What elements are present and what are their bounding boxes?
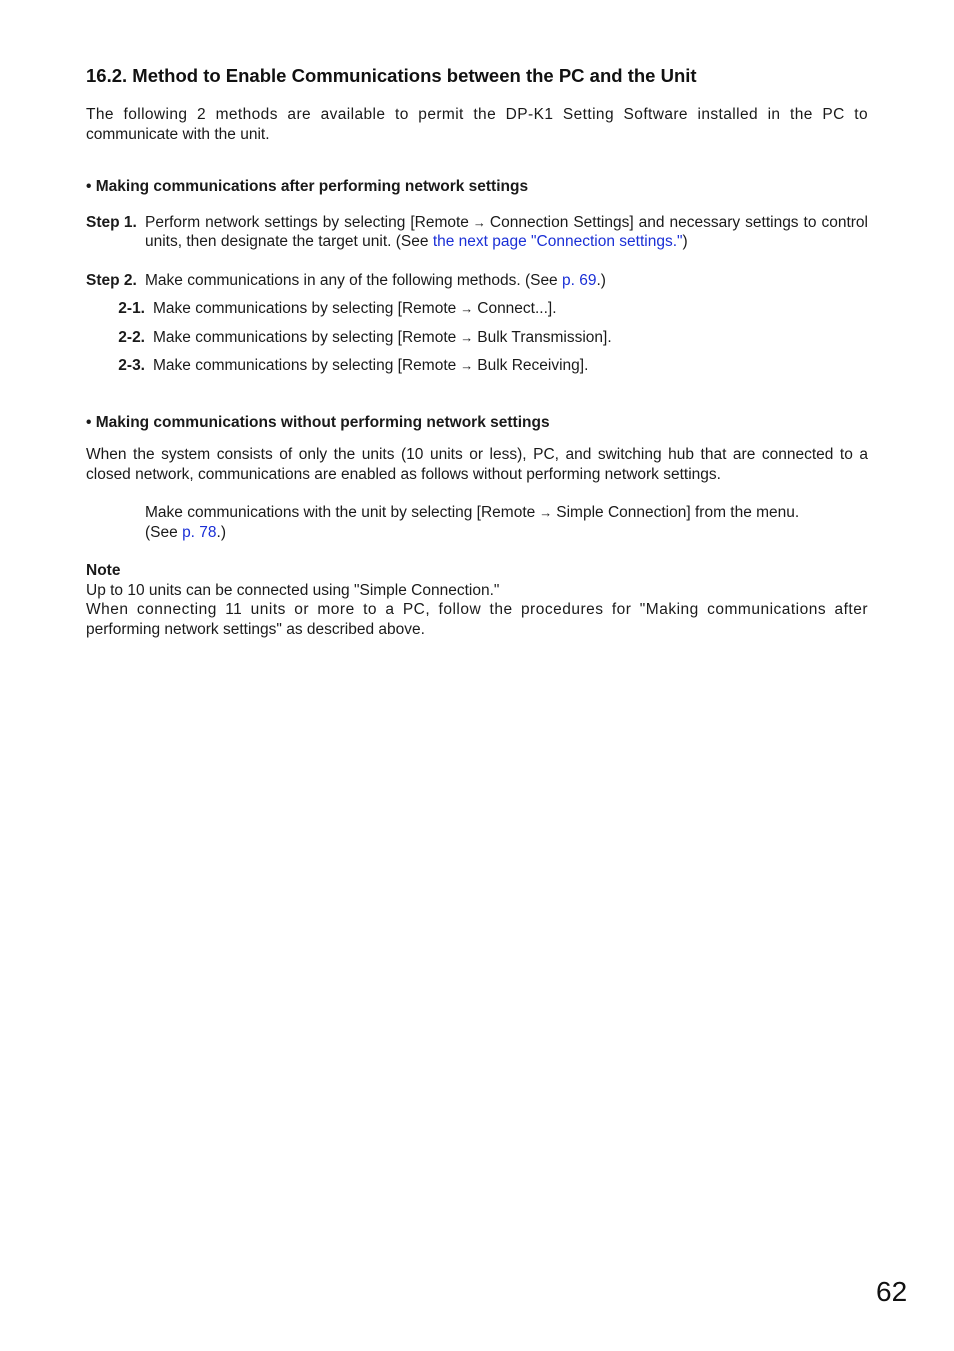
substep-text-a: Make communications by selecting [Remote	[153, 300, 457, 317]
substep-text-b: Bulk Transmission].	[477, 328, 612, 346]
step-2-text-a: Make communications in any of the following methods. (See	[145, 271, 562, 289]
substep-label: 2-1.	[118, 300, 145, 317]
simple-connection-instruction	[145, 503, 868, 542]
arrow-right-icon: →	[539, 505, 553, 520]
note-title: Note	[86, 562, 121, 579]
note-line-2: When connecting 11 units or more to a PC, follow the procedures for "Making communications after	[86, 601, 868, 618]
connection-settings-link[interactable]: the next page "Connection settings."	[432, 233, 683, 250]
section-heading-with-network: • Making communications after performing network settings	[86, 178, 529, 195]
step-1-text-b: Connection Settings] and necessary settings to control units, then designate the target unit. (See	[145, 213, 869, 250]
page-69-link[interactable]: p. 69	[562, 271, 597, 289]
page-78-link[interactable]: p. 78	[182, 523, 217, 541]
intro-line-1: The following 2 methods are available to permit the DP-K1 Setting Software installed in the PC to	[86, 106, 868, 123]
arrow-right-icon: →	[472, 214, 486, 230]
step-2-text	[145, 271, 868, 291]
section-heading-without-network: • Making communications without performing network settings	[86, 413, 550, 431]
arrow-right-icon: →	[460, 358, 474, 373]
step-1-text	[145, 213, 868, 252]
substep-label: 2-3.	[118, 357, 145, 374]
simple-connection-paragraph: When the system consists of only the units (10 units or less), PC, and switching hub that are connected to a closed network, communications are enabled as follows without performing network settings.	[86, 446, 868, 483]
arrow-right-icon: →	[460, 329, 474, 345]
note-body	[86, 581, 868, 640]
step-1-label: Step 1.	[86, 213, 137, 231]
instruction-text-a: Make communications with the unit by selecting [Remote	[145, 504, 536, 521]
substep-text-b: Connect...].	[477, 300, 557, 317]
page-content	[86, 64, 868, 639]
step-1	[86, 213, 868, 252]
substep-2-2	[86, 328, 868, 348]
step-2	[86, 271, 868, 291]
substep-2-1	[86, 299, 868, 319]
step-1-text-a: Perform network settings by selecting [Remote	[145, 213, 469, 231]
intro-line-2: communicate with the unit.	[86, 125, 270, 143]
instruction-text-b: Simple Connection] from the menu.	[556, 504, 800, 521]
substep-label: 2-2.	[118, 328, 145, 346]
step-1-text-c: )	[682, 233, 688, 250]
intro-paragraph	[86, 105, 868, 144]
step-2-text-c: .)	[596, 271, 606, 289]
note-line-1: Up to 10 units can be connected using "Simple Connection."	[86, 581, 500, 599]
step-2-label: Step 2.	[86, 271, 137, 289]
instruction-see-c: .)	[216, 523, 227, 541]
arrow-right-icon: →	[460, 301, 474, 316]
instruction-see-a: (See	[145, 523, 183, 541]
substep-text-b: Bulk Receiving].	[477, 357, 589, 374]
substep-text-a: Make communications by selecting [Remote	[153, 328, 457, 346]
substep-2-3	[86, 356, 868, 376]
note-line-3: performing network settings" as described above.	[86, 620, 425, 638]
section-title: 16.2. Method to Enable Communications between the PC and the Unit	[86, 65, 697, 86]
substep-text-a: Make communications by selecting [Remote	[153, 357, 457, 374]
page-number: 62	[876, 1276, 908, 1307]
